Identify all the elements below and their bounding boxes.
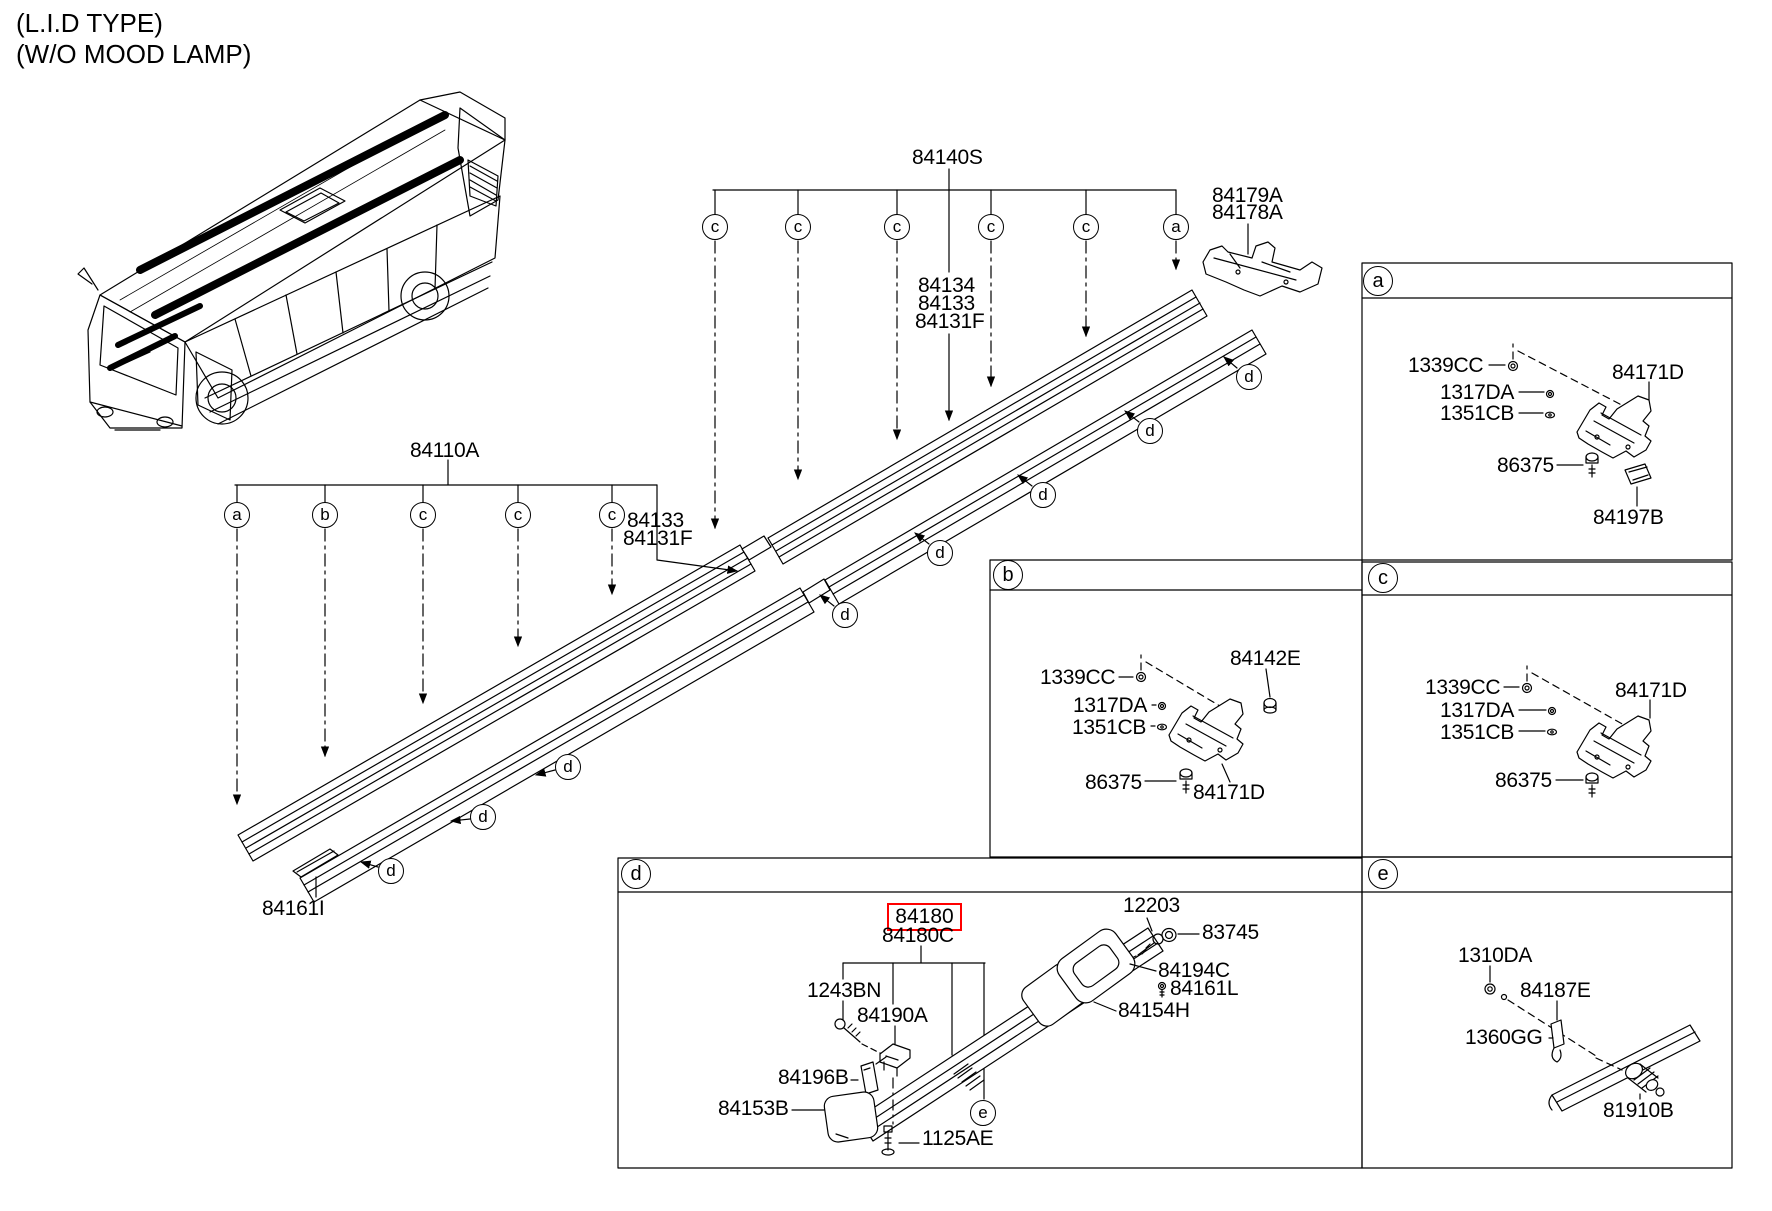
washer-icon — [1158, 724, 1167, 730]
part-number-84161L: 84161L — [1170, 977, 1239, 1000]
part-number-84110A: 84110A — [410, 439, 480, 462]
nut-icon — [1485, 984, 1495, 994]
part-number-1317DA-c: 1317DA — [1440, 699, 1515, 722]
part-number-84134: 84134 — [918, 274, 975, 297]
molding-strips-left — [238, 536, 830, 902]
panel-a-label: a — [1363, 266, 1393, 296]
roof-bracket-part — [1203, 224, 1322, 296]
callout-c: c — [505, 502, 531, 528]
nut-icon — [1523, 684, 1532, 693]
screw-icon — [1159, 983, 1166, 998]
part-number-84194C: 84194C — [1158, 959, 1230, 982]
part-number-84131F-left: 84131F — [623, 527, 693, 550]
callout-d: d — [1236, 364, 1262, 390]
part-number-84178A: 84178A — [1212, 201, 1283, 224]
part-number-84133: 84133 — [918, 292, 975, 315]
pad-part — [823, 1091, 879, 1144]
part-number-1317DA-b: 1317DA — [1073, 694, 1148, 717]
callout-d: d — [927, 540, 953, 566]
title-line-1: (L.I.D TYPE) — [16, 8, 163, 38]
part-number-84161I: 84161I — [262, 897, 325, 920]
part-number-1339CC-a: 1339CC — [1408, 354, 1484, 377]
part-number-1351CB-c: 1351CB — [1440, 721, 1515, 744]
callout-a: a — [1163, 214, 1189, 240]
grommet-icon — [1162, 929, 1176, 942]
part-number-1351CB-b: 1351CB — [1072, 716, 1147, 739]
grommet-icon — [1264, 699, 1276, 708]
part-number-1243BN: 1243BN — [807, 979, 882, 1002]
nut-icon — [1137, 673, 1146, 682]
part-number-84197B: 84197B — [1593, 506, 1664, 529]
part-number-84142E: 84142E — [1230, 647, 1301, 670]
part-number-84171D-c: 84171D — [1615, 679, 1687, 702]
part-number-84190A: 84190A — [857, 1004, 928, 1027]
molding-strips-main — [768, 290, 1266, 604]
part-number-1125AE: 1125AE — [922, 1127, 994, 1150]
part-number-86375-c: 86375 — [1495, 769, 1552, 792]
callout-b: b — [312, 502, 338, 528]
part-number-84133-left: 84133 — [627, 509, 684, 532]
washer-icon — [1548, 729, 1557, 735]
callout-a: a — [224, 502, 250, 528]
callout-c: c — [599, 502, 625, 528]
screw-icon — [835, 1019, 845, 1029]
part-number-84180C: 84180C — [882, 924, 954, 947]
part-number-84180: 84180 — [895, 905, 954, 928]
washer-icon — [1546, 412, 1555, 418]
part-number-1339CC-b: 1339CC — [1040, 666, 1116, 689]
callout-e: e — [970, 1100, 996, 1126]
part-number-84153B: 84153B — [718, 1097, 789, 1120]
part-number-86375-a: 86375 — [1497, 454, 1554, 477]
part-number-84179A: 84179A — [1212, 184, 1283, 207]
nut-icon — [1547, 391, 1554, 398]
panel-b-label: b — [993, 560, 1023, 590]
bus-illustration — [78, 92, 505, 430]
panel-e-label: e — [1368, 859, 1398, 889]
retainer-part — [861, 1062, 878, 1094]
callout-c: c — [410, 502, 436, 528]
callout-d: d — [832, 602, 858, 628]
part-number-84171D-a: 84171D — [1612, 361, 1684, 384]
part-number-1351CB-a: 1351CB — [1440, 402, 1515, 425]
part-number-12203: 12203 — [1123, 894, 1180, 917]
part-number-1360GG: 1360GG — [1465, 1026, 1543, 1049]
retainer-part — [1551, 1020, 1564, 1048]
part-number-84187E: 84187E — [1520, 979, 1591, 1002]
panel-d-art — [792, 918, 1199, 1155]
part-number-84154H: 84154H — [1118, 999, 1190, 1022]
panel-c-label: c — [1368, 563, 1398, 593]
part-number-84140S: 84140S — [912, 146, 983, 169]
callout-d: d — [378, 858, 404, 884]
callout-c: c — [785, 214, 811, 240]
callout-c: c — [702, 214, 728, 240]
callout-d: d — [555, 754, 581, 780]
part-number-86375-b: 86375 — [1085, 771, 1142, 794]
part-number-1310DA: 1310DA — [1458, 944, 1533, 967]
nut-icon — [1509, 362, 1518, 371]
callout-c: c — [884, 214, 910, 240]
part-number-84171D-b: 84171D — [1193, 781, 1265, 804]
title-line-2: (W/O MOOD LAMP) — [16, 39, 252, 69]
part-number-84131F: 84131F — [915, 310, 985, 333]
callout-d: d — [1030, 482, 1056, 508]
callout-d: d — [1137, 418, 1163, 444]
nut-icon — [1159, 703, 1166, 710]
nut-icon — [1549, 708, 1556, 715]
callout-d: d — [470, 804, 496, 830]
part-number-83745: 83745 — [1202, 921, 1259, 944]
callout-c: c — [1073, 214, 1099, 240]
panel-d-label: d — [621, 859, 651, 889]
part-number-84196B: 84196B — [778, 1066, 849, 1089]
part-number-81910B: 81910B — [1603, 1099, 1674, 1122]
callout-c: c — [978, 214, 1004, 240]
part-number-1339CC-c: 1339CC — [1425, 676, 1501, 699]
part-number-1317DA-a: 1317DA — [1440, 381, 1515, 404]
